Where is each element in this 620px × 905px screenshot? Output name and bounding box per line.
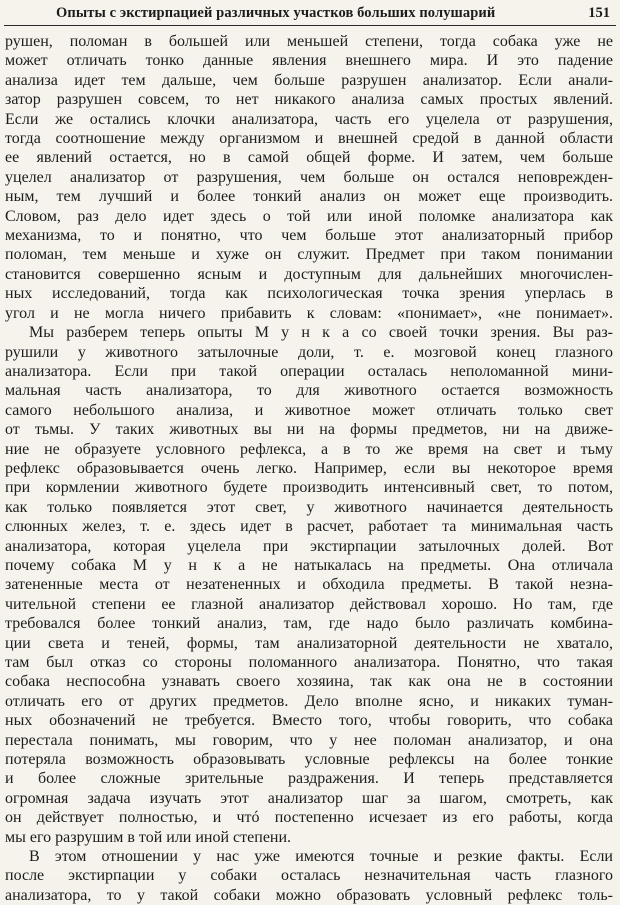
- text-line: чительной степени ее глазной анализатор действовал хорошо. Но там, где: [5, 595, 613, 613]
- text-line: анализатора. Если при такой операции осталась неполоманной мини-: [5, 362, 613, 380]
- text-line: ние не образуете условного рефлекса, а в то же время на свет и тьму: [5, 440, 613, 458]
- text-line: перестала понимать, мы говорим, что у нее поломан анализатор, и она: [5, 731, 613, 749]
- text-line: анализатора, которая уцелела при экстирпации затылочных долей. Вот: [5, 537, 613, 555]
- text-line: угол и не могла ничего прибавить к словам: «понимает», «не понимает».: [5, 304, 613, 322]
- text-line: он действует полностью, и чтó постепенно исчезает из его работы, когда: [5, 809, 613, 827]
- text-line: Словом, раз дело идет здесь о той или иной поломке анализатора как: [5, 207, 613, 225]
- text-line: поломан, тем меньше и хуже он служит. Предмет при таком понимании: [5, 246, 613, 264]
- text-line: механизма, то и понятно, что чем больше этот анализаторный прибор: [5, 227, 613, 245]
- text-line: затененные места от незатененных и обходила предметы. В такой незна-: [5, 576, 613, 594]
- running-header: [4, 3, 616, 26]
- text-line: уцелел анализатор от разрушения, чем больше он остался неповрежден-: [5, 168, 613, 186]
- running-title: Опыты с экстирпацией различных участков больших полушарий: [56, 5, 496, 21]
- text-line: ции света и теней, формы, там анализаторной деятельности не хватало,: [5, 634, 613, 652]
- text-line: анализа идет тем дальше, чем больше разрушен анализатор. Если анали-: [5, 71, 613, 89]
- text-line: мы его разрушим в той или иной степени.: [5, 828, 292, 846]
- text-line: огромная задача изучать этот анализатор шаг за шагом, смотреть, как: [5, 789, 613, 807]
- text-line: Если же остались клочки анализатора, часть его уцелела от разрушения,: [5, 110, 613, 128]
- text-line: рефлекс образовывается очень легко. Например, если вы некоторое время: [5, 459, 613, 477]
- text-line: анализатора, то у такой собаки можно образовать условный рефлекс толь-: [5, 886, 613, 904]
- text-line: собака неспособна узнавать своего хозяина, так как она не в состоянии: [5, 673, 613, 691]
- text-line: ных обозначений не требуется. Вместо того, чтобы говорить, что собака: [5, 712, 613, 730]
- text-line: В этом отношении у нас уже имеются точные и резкие факты. Если: [29, 848, 613, 866]
- text-line: требовался более тонкий анализ, там, где надо было различать комбина-: [5, 615, 613, 633]
- text-line: как только появляется этот свет, у животного начинается деятельность: [5, 498, 613, 516]
- text-line: может отличать тонко данные явления внешнего мира. И это падение: [5, 52, 613, 70]
- text-line: ным, тем лучший и более тонкий анализ он может еще производить.: [5, 188, 613, 206]
- text-line: и более сложные зрительные раздражения. И теперь представляется: [5, 770, 613, 788]
- text-line: отличать его от других предметов. Дело вполне ясно, и никаких туман-: [5, 692, 613, 710]
- text-line: самого небольшого анализа, и животное может отличать только свет: [5, 401, 613, 419]
- text-line: рушили у животного затылочные доли, т. е. мозговой конец глазного: [5, 343, 613, 361]
- text-line: Мы разберем теперь опыты М у н к а со своей точки зрения. Вы раз-: [29, 324, 613, 342]
- text-line: потеряла возможность образовывать условные рефлексы на более тонкие: [5, 751, 613, 769]
- page-number: 151: [588, 5, 610, 21]
- text-line: ее явлений остается, но в самой общей форме. И затем, чем больше: [5, 149, 613, 167]
- text-line: при кормлении животного будете производить интенсивный свет, то потом,: [5, 479, 613, 497]
- text-line: становится совершенно ясным и доступным для дальнейших многочислен-: [5, 265, 613, 283]
- text-line: после экстирпации у собаки осталась незначительная часть глазного: [5, 867, 613, 885]
- text-line: затор разрушен совсем, то нет никакого анализа самых простых явлений.: [5, 91, 613, 109]
- text-line: мальная часть анализатора, то для животного остается возможность: [5, 382, 613, 400]
- body-text: [5, 32, 613, 905]
- text-line: слюнных желез, т. е. здесь идет в расчет, работает та минимальная часть: [5, 518, 613, 536]
- text-line: рушен, поломан в большей или меньшей степени, тогда собака уже не: [5, 33, 613, 50]
- text-line: от тьмы. У таких животных вы ни на формы предметов, ни на движе-: [5, 421, 613, 439]
- text-line: тогда соотношение между организмом и внешней средой в данной области: [5, 130, 613, 148]
- text-line: ных исследований, тогда как психологическая точка зрения уперлась в: [5, 285, 613, 303]
- text-line: почему собака М у н к а не натыкалась на предметы. Она отличала: [5, 556, 613, 574]
- text-line: там был отказ со стороны поломанного анализатора. Понятно, что такая: [5, 654, 613, 671]
